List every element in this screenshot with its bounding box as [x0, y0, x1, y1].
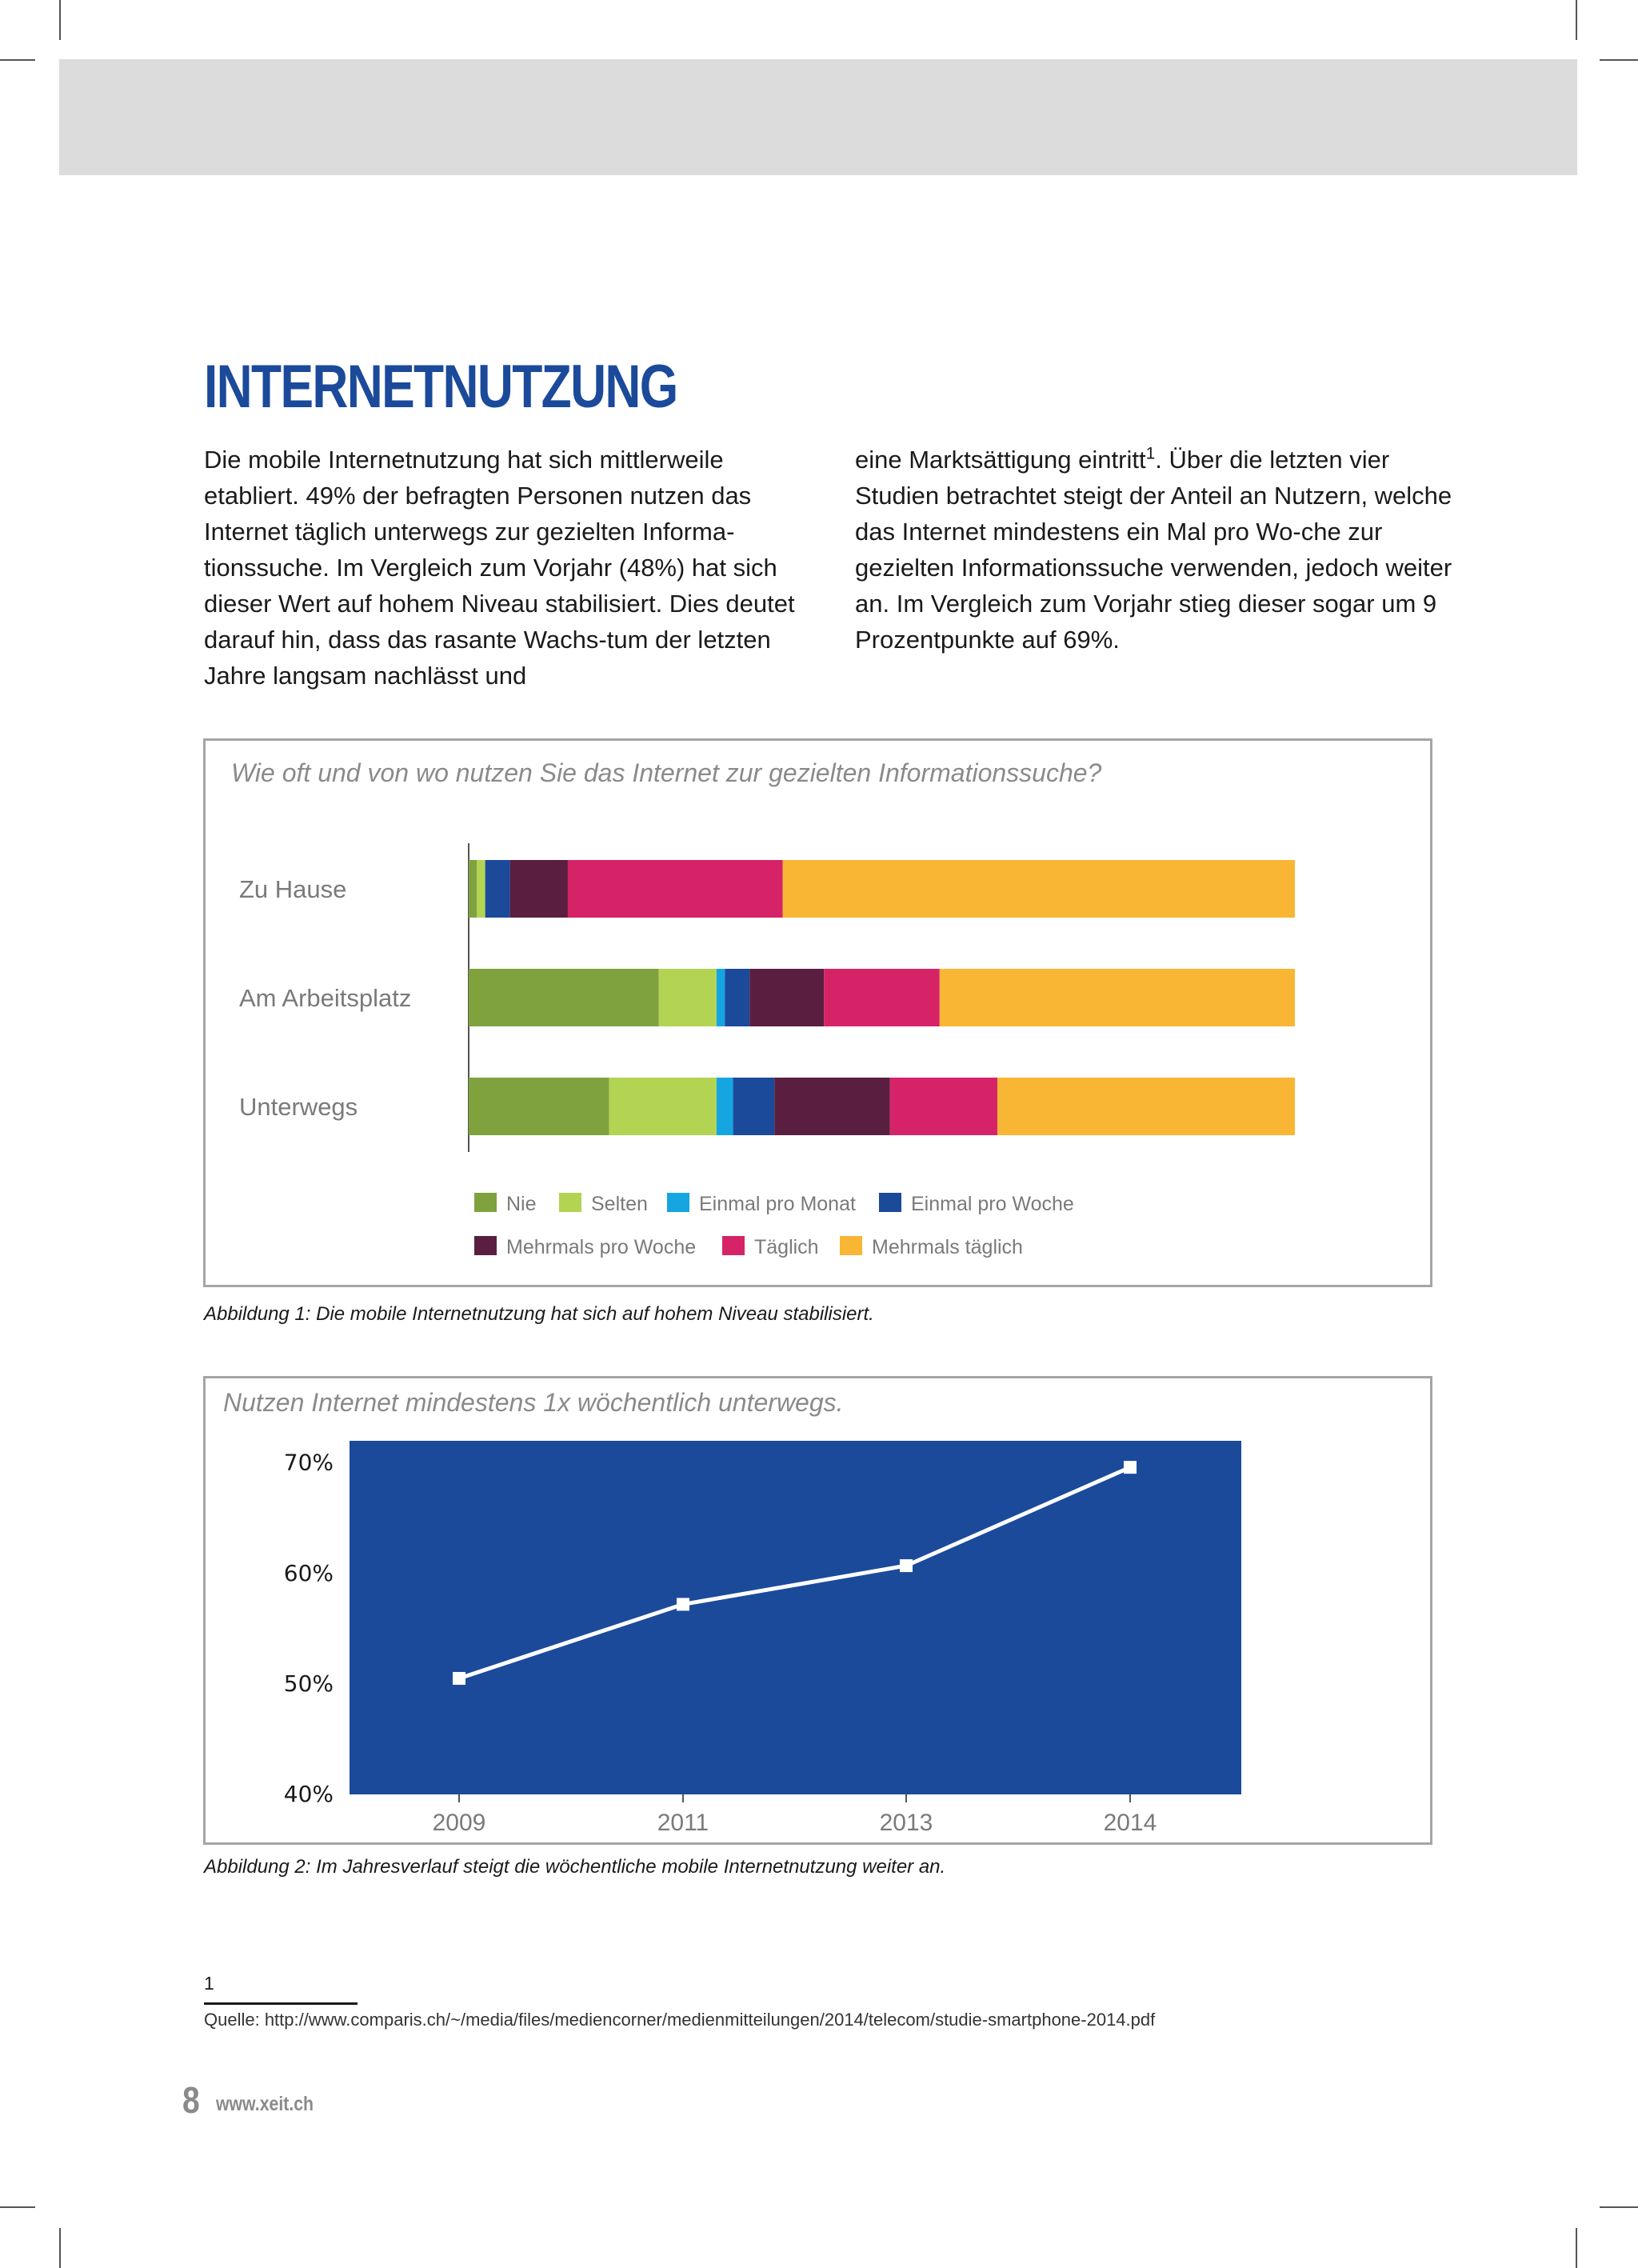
paragraph-right-end: . Über die letzten vier Studien betrachtet steigt der Anteil an Nutzern, welche das Internet mindestens ein Mal pro Wo-che zur gezielten Informationssuche verwenden, jedoch weiter an. Im Vergleich zum Vorjahr stieg dieser sogar um 9 Prozentpunkte auf 69%.	[855, 446, 1452, 654]
stacked-bar-chart	[206, 741, 1430, 1285]
crop-mark	[1576, 0, 1577, 40]
bar-segment	[733, 1078, 775, 1135]
footnote-number: 1	[204, 1973, 214, 1994]
crop-mark	[59, 2228, 61, 2268]
bar-segment	[783, 860, 1295, 918]
line-chart	[206, 1378, 1430, 1842]
legend-label: Mehrmals pro Woche	[506, 1236, 697, 1258]
bar-segment	[940, 969, 1295, 1026]
y-tick-label: 70%	[283, 1449, 334, 1476]
bar-segment	[568, 860, 783, 918]
legend-swatch	[840, 1236, 862, 1255]
bar-segment	[510, 860, 568, 918]
paragraph-right	[855, 442, 1463, 658]
category-label: Am Arbeitsplatz	[239, 984, 412, 1012]
paragraph-right-start: eine Marktsättigung eintritt	[855, 446, 1146, 474]
x-tick-label: 2013	[879, 1810, 933, 1836]
legend-label: Nie	[506, 1193, 537, 1215]
footnote-rule	[204, 2002, 358, 2005]
bar-segment	[477, 860, 485, 918]
x-tick-label: 2011	[657, 1810, 709, 1836]
page-title: INTERNETNUTZUNG	[204, 353, 677, 421]
bar-segment	[749, 969, 824, 1026]
crop-mark	[1576, 2228, 1577, 2268]
page-number: 8	[182, 2079, 200, 2121]
crop-mark	[1600, 2206, 1638, 2208]
bar-segment	[485, 860, 510, 918]
bar-segment	[717, 1078, 733, 1135]
bar-segment	[824, 969, 940, 1026]
crop-mark	[0, 2206, 35, 2208]
x-tick-label: 2014	[1103, 1810, 1157, 1836]
data-point	[1124, 1461, 1137, 1474]
y-tick-label: 60%	[283, 1559, 334, 1586]
footnote-reference[interactable]: 1	[1145, 444, 1156, 463]
data-point	[453, 1672, 465, 1685]
body-column-left	[204, 442, 812, 694]
legend-label: Einmal pro Woche	[911, 1193, 1074, 1215]
legend-label: Mehrmals täglich	[872, 1236, 1023, 1258]
header-band	[59, 59, 1577, 175]
chart-weekly-usage-trend	[203, 1376, 1432, 1845]
legend-swatch	[474, 1193, 497, 1212]
chart1-title: Wie oft und von wo nutzen Sie das Internet zur gezielten Informationssuche?	[231, 758, 1102, 787]
legend-swatch	[559, 1193, 581, 1212]
bar-segment	[725, 969, 749, 1026]
legend-label: Einmal pro Monat	[699, 1193, 856, 1215]
footnote-source-link[interactable]: Quelle: http://www.comparis.ch/~/media/files/mediencorner/medienmitteilungen/2014/telecom/studie-smartphone-2014.pdf	[204, 2010, 1156, 2030]
data-point	[900, 1559, 913, 1572]
plot-background	[350, 1441, 1241, 1794]
chart2-title: Nutzen Internet mindestens 1x wöchentlich unterwegs.	[223, 1388, 844, 1417]
bar-segment	[609, 1078, 717, 1135]
figure-caption-2: Abbildung 2: Im Jahresverlauf steigt die wöchentliche mobile Internetnutzung weiter an.	[204, 1856, 946, 1878]
bar-segment	[890, 1078, 997, 1135]
chart-usage-frequency	[203, 738, 1432, 1287]
website-link[interactable]: www.xeit.ch	[216, 2093, 314, 2115]
crop-mark	[1600, 59, 1638, 61]
category-label: Unterwegs	[239, 1093, 358, 1121]
bar-segment	[659, 969, 717, 1026]
bar-segment	[469, 1078, 609, 1135]
legend-swatch	[667, 1193, 689, 1212]
data-point	[677, 1598, 689, 1610]
bar-segment	[469, 860, 477, 918]
bar-segment	[717, 969, 725, 1026]
crop-mark	[0, 59, 35, 61]
legend-label: Selten	[591, 1193, 648, 1215]
x-tick-label: 2009	[432, 1810, 486, 1836]
bar-segment	[774, 1078, 890, 1135]
paragraph-left: Die mobile Internetnutzung hat sich mittlerweile etabliert. 49% der befragten Personen nutzen das Internet täglich unterwegs zur gezielten Informa-tionssuche. Im Vergleich zum Vorjahr (48%) hat sich dieser Wert auf hohem Niveau stabilisiert. Dies deutet darauf hin, dass das rasante Wachs-tum der letzten Jahre langsam nachlässt und	[204, 446, 795, 690]
legend-swatch	[879, 1193, 901, 1212]
legend-swatch	[722, 1236, 745, 1255]
bar-segment	[469, 969, 659, 1026]
crop-mark	[59, 0, 61, 40]
y-tick-label: 40%	[283, 1781, 334, 1807]
bar-segment	[997, 1078, 1295, 1135]
legend-label: Täglich	[754, 1236, 819, 1258]
legend-swatch	[474, 1236, 497, 1255]
body-column-right	[855, 442, 1463, 658]
figure-caption-1: Abbildung 1: Die mobile Internetnutzung hat sich auf hohem Niveau stabilisiert.	[204, 1303, 874, 1325]
category-label: Zu Hause	[239, 875, 347, 903]
y-tick-label: 50%	[283, 1670, 334, 1697]
